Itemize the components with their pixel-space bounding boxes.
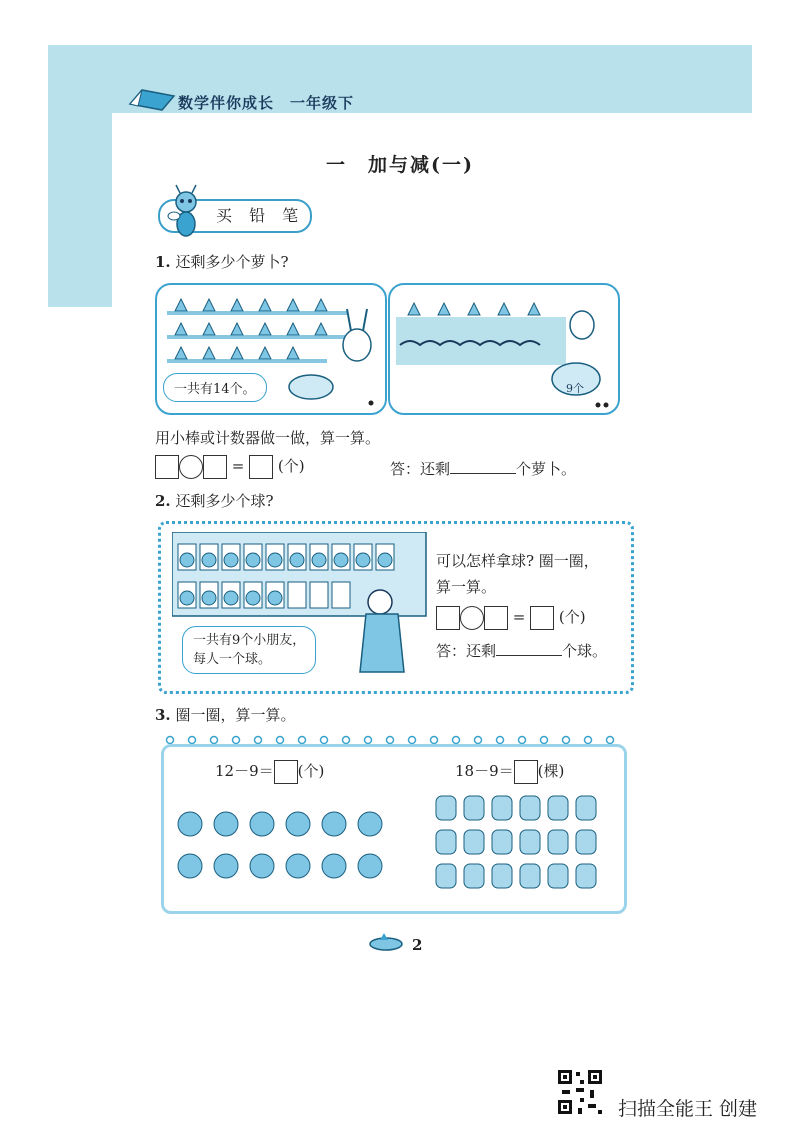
q1-heading: [155, 251, 289, 272]
q1-equals: =: [231, 457, 245, 475]
q2-box-2[interactable]: [484, 606, 508, 630]
q3-number: 3.: [155, 706, 171, 724]
q2-answer-suffix: 个球。: [562, 642, 608, 660]
q1-unit: (个): [277, 457, 305, 475]
q3-left-box[interactable]: [274, 760, 298, 784]
page-number: 2: [412, 936, 423, 954]
q2-answer-blank[interactable]: [496, 641, 562, 656]
lesson-label: 买 铅 笔: [216, 206, 305, 225]
q3-right-unit: (棵): [537, 762, 565, 780]
q2-box-1[interactable]: [436, 606, 460, 630]
q2-heading: [155, 490, 274, 511]
q2-bubble-line1: 一共有9个小朋友，: [193, 633, 306, 648]
q2-speech-bubble: [182, 626, 316, 674]
watermark-text: 扫描全能王 创建: [618, 1098, 758, 1120]
q1-box-2[interactable]: [203, 455, 227, 479]
series-title: 数学伴你成长 一年级下: [178, 94, 355, 112]
q2-answer: [436, 640, 607, 661]
q1-answer-blank[interactable]: [450, 459, 516, 474]
q1-number: 1.: [155, 253, 171, 271]
q3-heading: [155, 704, 295, 725]
pencil-icon: [128, 86, 176, 112]
q3-right-box[interactable]: [514, 760, 538, 784]
q1-speech-bubble: 一共有14个。: [163, 373, 267, 402]
q3-left-equation: [215, 760, 324, 784]
q1-box-result[interactable]: [249, 455, 273, 479]
q1-operator-circle[interactable]: [179, 455, 203, 479]
q1-box-1[interactable]: [155, 455, 179, 479]
qr-code-icon: [556, 1068, 604, 1116]
q2-number: 2.: [155, 492, 171, 510]
airplane-icon: [366, 932, 406, 954]
q2-unit: (个): [558, 608, 586, 626]
q2-bubble-line2: 每人一个球。: [193, 652, 272, 667]
q1-answer: [390, 458, 576, 479]
cabbage-illustration: [432, 792, 602, 896]
q2-prompt-line1: 可以怎样拿球? 圈一圈，: [436, 552, 599, 570]
q3-left-unit: (个): [297, 762, 325, 780]
q2-prompt-line2: 算一算。: [436, 578, 497, 596]
q2-prompt: [436, 548, 599, 600]
q1-answer-suffix: 个萝卜。: [516, 460, 577, 478]
bee-mascot-icon: [160, 184, 210, 240]
q3-right-equation: [455, 760, 564, 784]
q2-answer-prefix: 答：还剩: [436, 642, 497, 660]
q2-equals: =: [512, 608, 526, 626]
q2-equation: [436, 606, 586, 630]
q2-question: 还剩多少个球?: [175, 492, 274, 510]
q3-right-expr: 18－9＝: [455, 762, 514, 780]
q2-operator-circle[interactable]: [460, 606, 484, 630]
q1-panel-right: [388, 283, 620, 415]
chapter-title: 一 加与减(一): [326, 154, 474, 176]
q2-box-result[interactable]: [530, 606, 554, 630]
radish-characters-illustration: [172, 800, 392, 890]
q1-question: 还剩多少个萝卜?: [175, 253, 289, 271]
q3-question: 圈一圈，算一算。: [175, 706, 296, 724]
q1-instruction: 用小棒或计数器做一做，算一算。: [155, 429, 381, 447]
q1-answer-prefix: 答：还剩: [390, 460, 451, 478]
q1-equation: [155, 455, 305, 479]
basket-label: 9个: [566, 382, 584, 395]
q3-left-expr: 12－9＝: [215, 762, 274, 780]
